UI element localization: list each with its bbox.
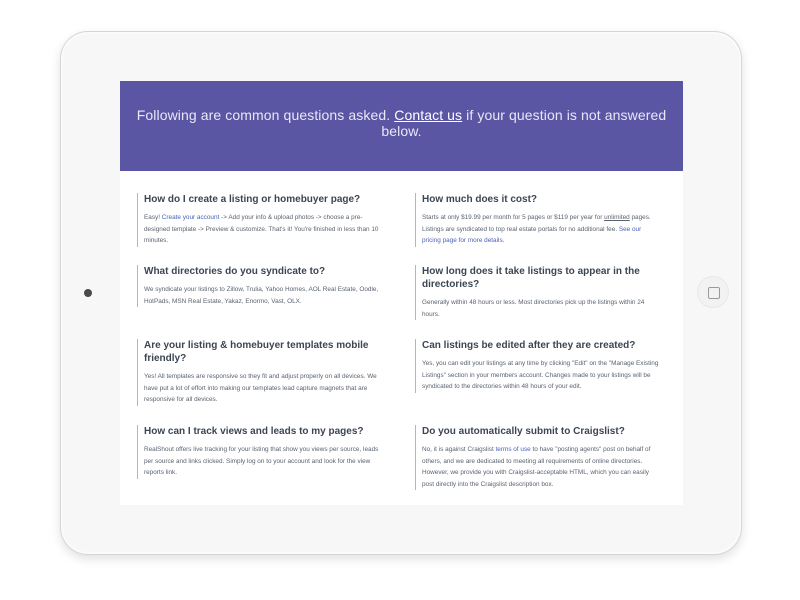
faq-answer: Generally within 48 hours or less. Most directories pick up the listings within 24 hours.: [422, 299, 645, 318]
pricing-page-link[interactable]: See our pricing page for more details.: [422, 225, 642, 244]
camera-icon: [84, 289, 92, 297]
home-button[interactable]: [697, 276, 729, 308]
create-account-link[interactable]: Create your account: [161, 214, 220, 221]
faq-question: Do you automatically submit to Craigslist?: [422, 426, 625, 437]
faq-answer: Yes, you can edit your listings at any time by clicking "Edit" on the "Manage Existing Listings" section in your members account. Changes made to your listings will be syndicated to the directories within 48 hours of your edit.: [422, 360, 659, 390]
unlimited-link[interactable]: unlimited: [604, 214, 630, 221]
faq-item-listing-time: [415, 265, 660, 320]
banner-prefix: Following are common questions asked.: [136, 107, 391, 123]
faq-answer: [422, 444, 660, 490]
faq-answer: We syndicate your listings to Zillow, Trulia, Yahoo Homes, AOL Real Estate, Oodle, HotPads, MSN Real Estate, Yakaz, Enormo, Vast, OLX.: [144, 286, 379, 305]
faq-item-mobile-friendly: [137, 339, 380, 406]
faq-question: What directories do you syndicate to?: [144, 266, 326, 277]
answer-text: Starts at only $19.99 per month for 5 pages or $119 per year for: [422, 214, 603, 221]
faq-question: Can listings be edited after they are created?: [422, 340, 636, 351]
faq-question: How can I track views and leads to my pages?: [144, 426, 364, 437]
banner-suffix: if your question is not answered below.: [381, 107, 667, 139]
contact-us-link[interactable]: Contact us: [394, 107, 463, 123]
banner-text: [120, 107, 683, 139]
faq-item-edit-listings: [415, 339, 660, 393]
faq-answer: Yes! All templates are responsive so they fit and adjust properly on all devices. We have put a lot of effort into making our templates lead capture magnets that are responsive for all devices.: [144, 373, 377, 403]
answer-text: pages. Listings are syndicated to top real estate portals for no additional fee.: [422, 214, 651, 233]
faq-question: How long does it take listings to appear in the directories?: [422, 266, 640, 290]
faq-answer: RealShout offers live tracking for your listing that show you views per source, leads per source and links clicked. Simply log on to your account and look for the view reports link.: [144, 446, 379, 476]
faq-answer: [422, 212, 660, 247]
faq-answer: [144, 212, 380, 247]
faq-question: How do I create a listing or homebuyer page?: [144, 194, 361, 205]
faq-item-create-listing: [137, 193, 380, 247]
faq-question: How much does it cost?: [422, 194, 538, 205]
faq-question: Are your listing & homebuyer templates mobile friendly?: [144, 340, 369, 364]
terms-of-use-link[interactable]: terms of use: [495, 446, 531, 453]
faq-banner: [120, 81, 683, 171]
faq-item-track-views: [137, 425, 380, 479]
answer-text: No, it is against Craigslist: [422, 446, 494, 453]
screen: [120, 81, 683, 505]
faq-item-directories: [137, 265, 380, 307]
faq-item-cost: [415, 193, 660, 247]
answer-text: -> Add your info & upload photos -> choose a pre-designed template -> Preview & customize. That's it! You're finished in less than 10 minutes.: [144, 214, 379, 244]
answer-text: Easy!: [144, 214, 160, 221]
answer-text: to have "posting agents" post on behalf of others, and we are dedicated to meeting all requirements of online directories. However, we provide you with Craigslist-acceptable HTML, which you can easily post directly into the Craigslist description box.: [422, 446, 651, 488]
home-square-icon: [708, 287, 720, 299]
faq-item-craigslist: [415, 425, 660, 490]
